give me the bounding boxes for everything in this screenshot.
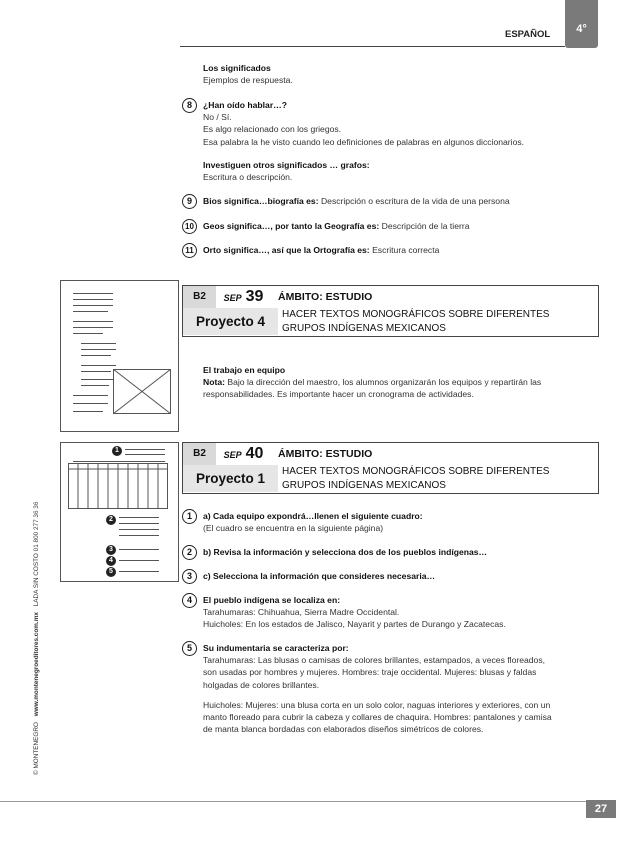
investiguen-answer: Escritura o descripción.: [203, 172, 293, 183]
significados-title: Los significados: [203, 63, 271, 73]
subject-header: ESPAÑOL: [505, 29, 551, 40]
project4-header-table: [182, 285, 599, 337]
item5-p2-line3: de manta blanca bordadas con elaborados diseños simétricos de colores.: [203, 724, 484, 735]
thumb-marker-5: 5: [106, 567, 116, 577]
q10-question: Geos significa…, por tanto la Geografía es:: [203, 221, 380, 231]
q11-question: Orto significa…, así que la Ortografía es:: [203, 245, 370, 255]
project4-sep: [216, 286, 271, 308]
question-number-9: 9: [182, 194, 197, 209]
significados-block: [203, 62, 293, 86]
item5-p1-line1: Tarahumaras: Las blusas o camisas de colores brillantes, estampados, a veces floreados,: [203, 655, 546, 666]
item1-block: [203, 510, 423, 534]
item5-question: Su indumentaria se caracteriza por:: [203, 643, 349, 653]
copyright-text: © MONTENEGRO: [33, 722, 40, 775]
project1-ambito: ÁMBITO: ESTUDIO: [278, 448, 373, 460]
thumb-marker-4: 4: [106, 556, 116, 566]
nota-line2: responsabilidades. Es importante hacer un cronograma de actividades.: [203, 389, 474, 400]
item1-question: a) Cada equipo expondrá…llenen el siguiente cuadro:: [203, 511, 423, 521]
item-number-2: 2: [182, 545, 197, 560]
project1-subtitle2: GRUPOS INDÍGENAS MEXICANOS: [282, 479, 446, 491]
footer-divider: [0, 801, 592, 802]
item-number-1: 1: [182, 509, 197, 524]
page-number: 27: [586, 800, 616, 818]
item3-question: c) Selecciona la información que consideres necesaria…: [203, 571, 436, 581]
project1-header-table: [182, 442, 599, 494]
q9-line: [203, 195, 510, 207]
project4-subtitle: [278, 308, 549, 335]
project1-block: B2: [183, 443, 216, 465]
project4-ambito: ÁMBITO: ESTUDIO: [278, 291, 373, 303]
significados-sub: Ejemplos de respuesta.: [203, 75, 293, 86]
project4-title: Proyecto 4: [183, 308, 278, 335]
copyright-vertical: [33, 502, 40, 775]
nota-label: Nota:: [203, 377, 225, 388]
q9-answer: Descripción o escritura de la vida de una persona: [320, 196, 510, 206]
item-number-4: 4: [182, 593, 197, 608]
website-text: www.montenegroeditores.com.mx: [33, 612, 40, 717]
item4-answer2: Huicholes: En los estados de Jalisco, Nayarit y partes de Durango y Zacatecas.: [203, 619, 506, 630]
project4-subtitle1: HACER TEXTOS MONOGRÁFICOS SOBRE DIFERENTES: [282, 309, 550, 320]
item4-answer1: Tarahumaras: Chihuahua, Sierra Madre Occidental.: [203, 607, 400, 618]
q11-answer: Escritura correcta: [372, 245, 440, 255]
project1-title: Proyecto 1: [183, 465, 278, 492]
q8-answer3: Esa palabra la he visto cuando leo definiciones de palabras en algunos diccionarios.: [203, 136, 525, 147]
thumb-grid: [68, 463, 168, 509]
grade-tab: [565, 0, 598, 48]
project1-sep: [216, 443, 271, 465]
phone-text: LADA SIN COSTO 01 800 277 36 36: [33, 501, 40, 607]
item5-p1-line3: holgadas de colores brillantes.: [203, 679, 320, 690]
thumb-marker-3: 3: [106, 545, 116, 555]
page-thumbnail-project4: [60, 280, 179, 432]
question-number-8: 8: [182, 98, 197, 113]
q11-line: [203, 244, 439, 256]
nota-line1: [203, 376, 598, 388]
item5-block: [203, 642, 598, 735]
thumb-marker-1: 1: [112, 446, 122, 456]
item5-p2-line1: Huicholes: Mujeres: una blusa corta en un solo color, naguas interiores y exteriores, con un: [203, 699, 551, 710]
item5-p1-line2: son usadas por hombres y mujeres. Hombres: traje occidental. Mujeres: blusas y faldas: [203, 667, 537, 678]
project4-sep-label: SEP: [223, 293, 242, 303]
project4-block: B2: [183, 286, 216, 308]
q8-answer2: Es algo relacionado con los griegos.: [203, 124, 342, 135]
project1-sep-label: SEP: [223, 450, 242, 460]
item-number-5: 5: [182, 641, 197, 656]
thumb-marker-2: 2: [106, 515, 116, 525]
item4-question: El pueblo indígena se localiza en:: [203, 595, 341, 605]
project1-subtitle1: HACER TEXTOS MONOGRÁFICOS SOBRE DIFERENTES: [282, 466, 550, 477]
q10-line: [203, 220, 470, 232]
question-number-10: 10: [182, 219, 197, 234]
investiguen-block: [203, 159, 370, 183]
item1-answer: (El cuadro se encuentra en la siguiente página): [203, 523, 384, 534]
trabajo-block: [203, 364, 598, 401]
q8-question: ¿Han oído hablar…?: [203, 100, 288, 110]
image-placeholder-icon: [113, 369, 171, 414]
item2-question: b) Revisa la información y selecciona dos de los pueblos indígenas…: [203, 547, 488, 557]
project4-sep-num: 39: [245, 288, 264, 305]
header-divider: [180, 46, 565, 47]
grade-label: 4°: [576, 23, 587, 35]
nota-text1: Bajo la dirección del maestro, los alumnos organizarán los equipos y repartirán las: [227, 377, 542, 388]
project1-sep-num: 40: [245, 445, 264, 462]
page-thumbnail-project1: [60, 442, 179, 582]
trabajo-title: El trabajo en equipo: [203, 365, 286, 375]
project1-subtitle: [278, 465, 549, 492]
q9-question: Bios significa…biografía es:: [203, 196, 319, 206]
item4-block: [203, 594, 506, 631]
q10-answer: Descripción de la tierra: [381, 221, 470, 231]
q8-answer1: No / Sí.: [203, 112, 232, 123]
item-number-3: 3: [182, 569, 197, 584]
item5-p2-line2: manto floreado para cubrir la cabeza y collares de chaquira. Hombres: pantalones y camisa: [203, 712, 552, 723]
q8-block: [203, 99, 524, 148]
question-number-11: 11: [182, 243, 197, 258]
project4-subtitle2: GRUPOS INDÍGENAS MEXICANOS: [282, 322, 446, 334]
investiguen-title: Investiguen otros significados … grafos:: [203, 160, 370, 170]
